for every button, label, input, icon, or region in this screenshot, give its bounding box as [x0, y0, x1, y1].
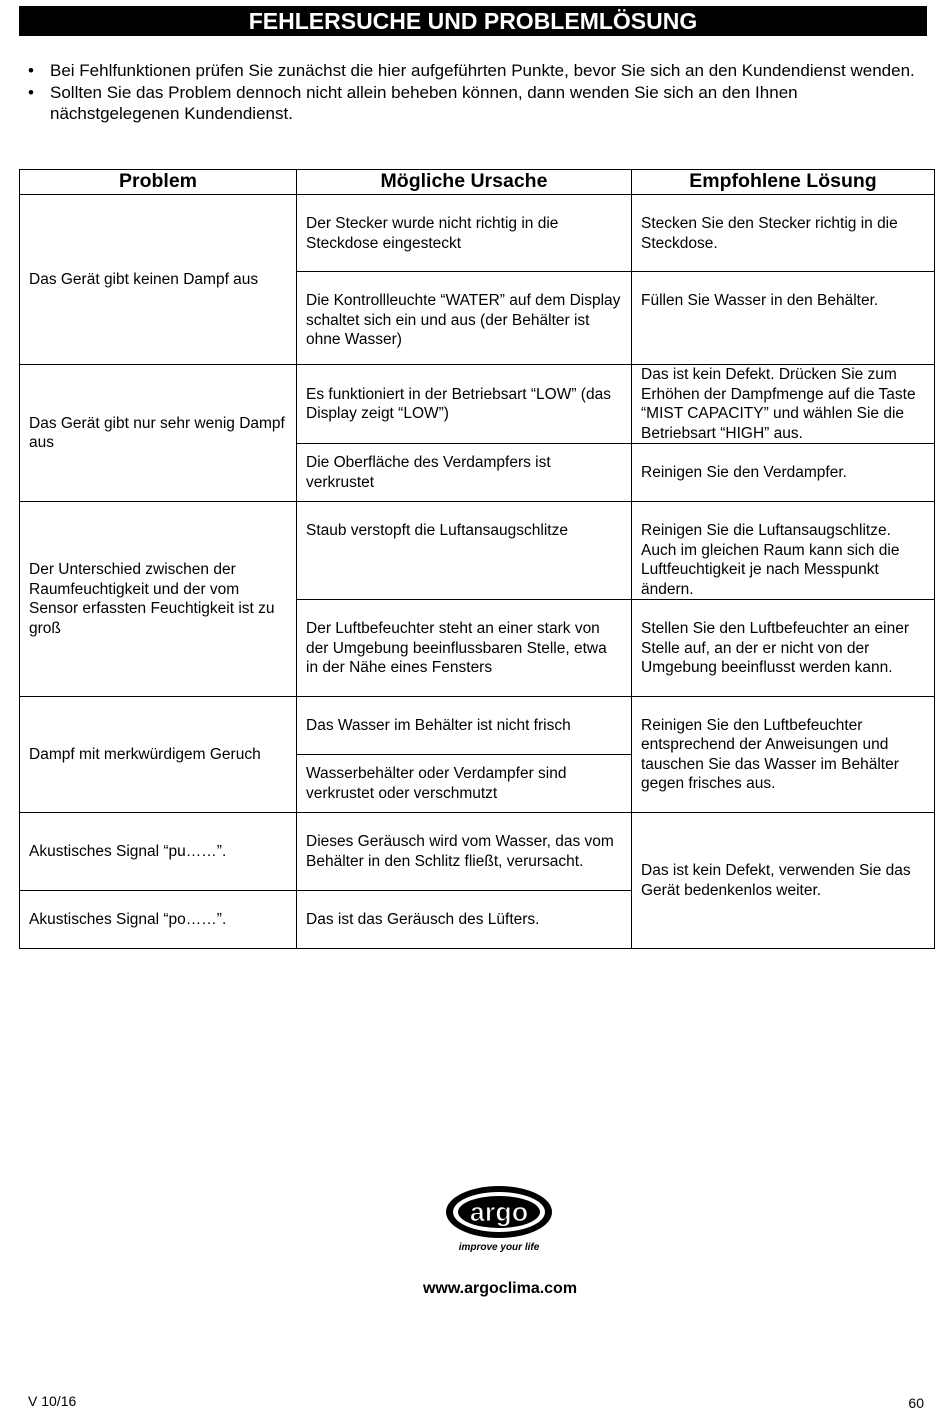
cause-cell: Die Oberfläche des Verdampfers ist verkrustet	[297, 444, 632, 502]
solution-cell: Reinigen Sie den Verdampfer.	[632, 444, 935, 502]
table-row	[20, 813, 935, 891]
website-link[interactable]: www.argoclima.com	[422, 1280, 578, 1297]
cause-cell: Der Stecker wurde nicht richtig in die Steckdose eingesteckt	[297, 195, 632, 272]
table-row	[20, 195, 935, 272]
solution-cell: Stecken Sie den Stecker richtig in die Steckdose.	[632, 195, 935, 272]
problem-cell: Das Gerät gibt keinen Dampf aus	[20, 195, 297, 365]
table-row	[20, 502, 935, 600]
logo-tagline: improve your life	[458, 1242, 540, 1253]
intro-item: • Sollten Sie das Problem dennoch nicht allein beheben können, dann wenden Sie sich an den Ihnen nächstgelegenen Kundendienst.	[50, 82, 920, 124]
version-label: V 10/16	[28, 1393, 77, 1409]
cause-cell: Wasserbehälter oder Verdampfer sind verkrustet oder verschmutzt	[297, 755, 632, 813]
cause-cell: Die Kontrollleuchte “WATER” auf dem Display schaltet sich ein und aus (der Behälter ist ohne Wasser)	[297, 272, 632, 365]
problem-cell: Dampf mit merkwürdigem Geruch	[20, 697, 297, 813]
problem-cell: Das Gerät gibt nur sehr wenig Dampf aus	[20, 365, 297, 502]
header-problem: Problem	[20, 170, 297, 195]
page-title: FEHLERSUCHE UND PROBLEMLÖSUNG	[19, 6, 927, 36]
cause-cell: Dieses Geräusch wird vom Wasser, das vom Behälter in den Schlitz fließt, verursacht.	[297, 813, 632, 891]
solution-cell: Stellen Sie den Luftbefeuchter an einer Stelle auf, an der er nicht von der Umgebung beeinflusst werden kann.	[632, 600, 935, 697]
cause-cell: Es funktioniert in der Betriebsart “LOW” (das Display zeigt “LOW”)	[297, 365, 632, 444]
cause-cell: Der Luftbefeuchter steht an einer stark von der Umgebung beeinflussbaren Stelle, etwa in der Nähe eines Fensters	[297, 600, 632, 697]
solution-cell: Das ist kein Defekt. Drücken Sie zum Erhöhen der Dampfmenge auf die Taste “MIST CAPACITY” und wählen Sie die Betriebsart “HIGH” aus.	[632, 365, 935, 444]
problem-cell: Akustisches Signal “pu……”.	[20, 813, 297, 891]
table-row	[20, 365, 935, 444]
cause-cell: Staub verstopft die Luftansaugschlitze	[297, 502, 632, 600]
problem-cell: Akustisches Signal “po……”.	[20, 891, 297, 949]
solution-cell: Das ist kein Defekt, verwenden Sie das Gerät bedenkenlos weiter.	[632, 813, 935, 949]
troubleshooting-table	[19, 169, 935, 949]
table-header-row	[20, 170, 935, 195]
solution-cell: Füllen Sie Wasser in den Behälter.	[632, 272, 935, 365]
intro-list	[50, 60, 920, 125]
logo-wordmark: argo	[469, 1197, 529, 1227]
page-number: 60	[908, 1395, 924, 1411]
problem-cell: Der Unterschied zwischen der Raumfeuchtigkeit und der vom Sensor erfassten Feuchtigkeit ist zu groß	[20, 502, 297, 697]
cause-cell: Das ist das Geräusch des Lüfters.	[297, 891, 632, 949]
header-solution: Empfohlene Lösung	[632, 170, 935, 195]
solution-cell: Reinigen Sie die Luftansaugschlitze. Auch im gleichen Raum kann sich die Luftfeuchtigkeit je nach Messpunkt ändern.	[632, 502, 935, 600]
solution-cell: Reinigen Sie den Luftbefeuchter entsprechend der Anweisungen und tauschen Sie das Wasser im Behälter gegen frisches aus.	[632, 697, 935, 813]
argo-logo	[443, 1184, 555, 1254]
table-row	[20, 697, 935, 755]
intro-item: • Bei Fehlfunktionen prüfen Sie zunächst die hier aufgeführten Punkte, bevor Sie sich an den Kundendienst wenden.	[50, 60, 920, 81]
cause-cell: Das Wasser im Behälter ist nicht frisch	[297, 697, 632, 755]
header-cause: Mögliche Ursache	[297, 170, 632, 195]
